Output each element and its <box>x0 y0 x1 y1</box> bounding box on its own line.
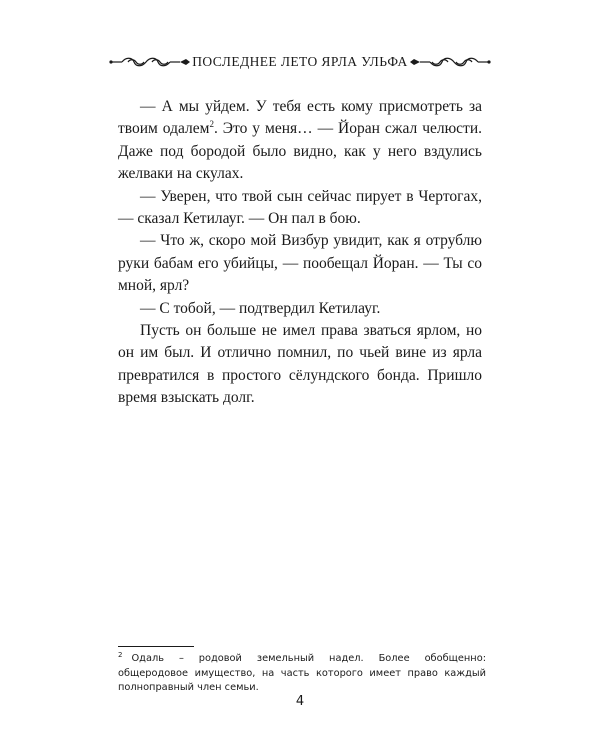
paragraph-1 <box>118 96 482 186</box>
footnote-text: Одаль – родовой земельный надел. Более обобщенно: общеродовое имущество, на часть которого имеет право каждый полноправный член семьи. <box>118 653 486 693</box>
footnote-reference[interactable]: 2 <box>209 119 214 130</box>
right-ornament-icon <box>408 54 492 70</box>
footnote <box>118 652 486 696</box>
running-title: ПОСЛЕДНЕЕ ЛЕТО ЯРЛА УЛЬФА <box>192 54 408 69</box>
running-header <box>108 52 492 72</box>
main-text <box>118 96 482 410</box>
page-number: 4 <box>295 694 305 709</box>
paragraph-5: Пусть он больше не имел права зваться ярлом, но он им был. И отлично помнил, по чьей вине из ярла превратился в простого сёлундского бонда. Пришло время взыскать долг. <box>118 322 482 407</box>
footnote-divider <box>118 646 194 647</box>
paragraph-1-text-a: — А мы уйдем. У тебя есть кому присмотреть за твоим одалем <box>118 98 482 138</box>
paragraph-3: — Что ж, скоро мой Визбур увидит, как я отрублю руки бабам его убийцы, — пообещал Йоран. — Ты со мной, ярл? <box>118 232 482 295</box>
paragraph-1-text-b: . Это у меня… — Йоран сжал челюсти. Даже под бородой было видно, как у него вздулись желваки на скулах. <box>118 120 483 183</box>
paragraph-2: — Уверен, что твой сын сейчас пирует в Чертогах, — сказал Кетилауг. — Он пал в бою. <box>118 187 482 228</box>
left-ornament-icon <box>108 54 192 70</box>
footnote-mark: 2 <box>118 650 123 659</box>
paragraph-4: — С тобой, — подтвердил Кетилауг. <box>140 299 381 317</box>
